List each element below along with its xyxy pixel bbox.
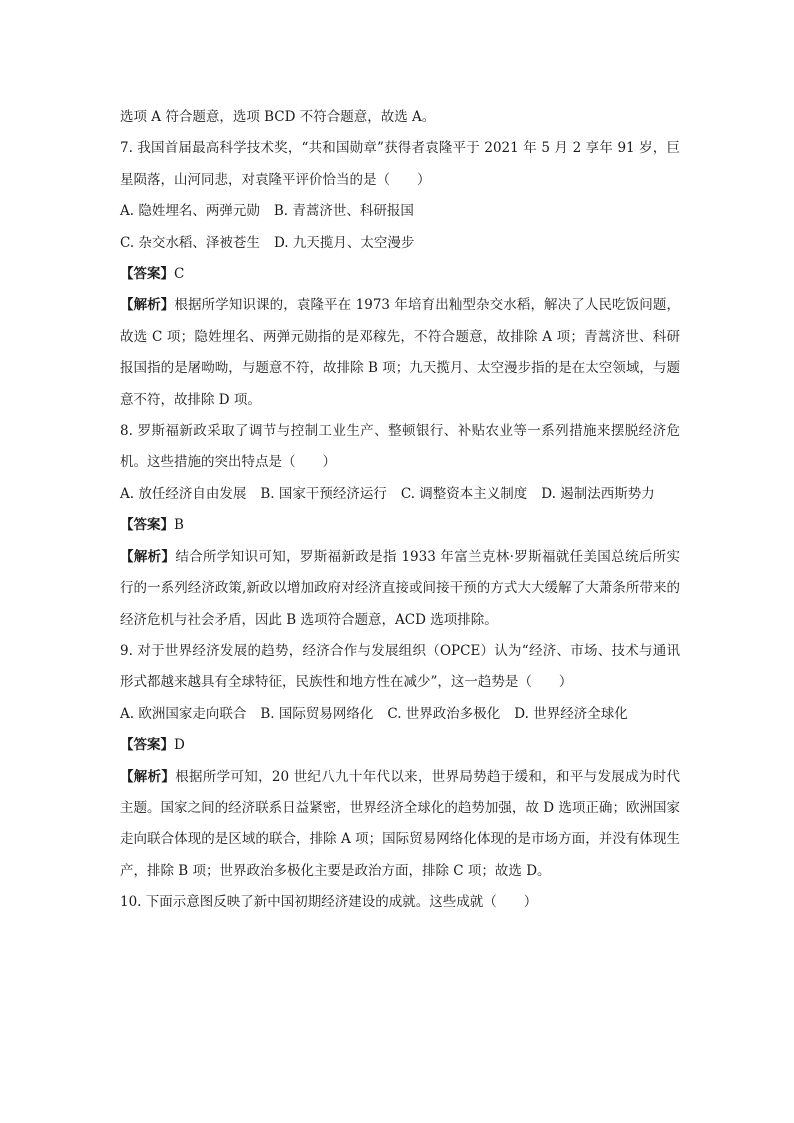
option-item: A. 欧洲国家走向联合 [120,705,247,722]
analysis-label: 【解析】 [120,548,176,565]
answer-label: 【答案】 [120,517,174,534]
option-item: B. 国家干预经济运行 [260,485,387,502]
analysis-label: 【解析】 [120,768,176,785]
answer-value: B [174,517,184,534]
option-item: D. 遏制法西斯势力 [541,485,655,502]
analysis-paragraph [120,542,680,636]
option-item: C. 调整资本主义制度 [400,485,528,502]
option-item: B. 青蒿济世、科研报国 [273,203,414,220]
body-text: 选项 A 符合题意，选项 BCD 不符合题意，故选 A。 [120,109,436,125]
option-row [120,228,680,259]
answer-label: 【答案】 [120,737,174,754]
answer-line [120,259,680,290]
option-row [120,699,680,730]
answer-line [120,730,680,761]
option-row [120,196,680,227]
analysis-paragraph [120,290,680,416]
answer-label: 【答案】 [120,266,174,283]
option-row [120,479,680,510]
analysis-paragraph [120,762,680,888]
analysis-value: 根据所学知识课的，袁隆平在 1973 年培育出籼型杂交水稻，解决了人民吃饭问题，故选 C 项；隐姓埋名、两弹元勋指的是邓稼先，不符合题意，故排除 A 项；青蒿济世、科研报国指的是屠呦呦，与题意不符，故排除 B 项；九天揽月、太空漫步指的是在太空领域，与题意不符，故排除 D 项。 [120,297,680,408]
question-stem: 7. 我国首届最高科学技术奖，“共和国勋章”获得者袁隆平于 2021 年 5 月 2 享年 91 岁，巨星陨落，山河同悲，对袁隆平评价恰当的是（ ） [120,140,680,188]
option-item: A. 放任经济自由发展 [120,485,247,502]
analysis-value: 根据所学可知，20 世纪八九十年代以来，世界局势趋于缓和，和平与发展成为时代主题。国家之间的经济联系日益紧密，世界经济全球化的趋势加强，故 D 选项正确；欧洲国家走向联合体现的是区域的联合，排除 A 项；国际贸易网络化体现的是市场方面，并没有体现生产，排除 B 项；世界政治多极化主要是政治方面，排除 C 项；故选 D。 [120,768,681,879]
option-item: A. 隐姓埋名、两弹元勋 [120,203,260,220]
answer-value: D [174,737,185,754]
answer-line [120,510,680,541]
question-stem: 9. 对于世界经济发展的趋势，经济合作与发展组织（OPCE）认为“经济、市场、技术与通讯形式都越来越具有全球特征，民族性和地方性在减少”，这一趋势是（ ） [120,642,680,691]
analysis-label: 【解析】 [120,297,175,314]
option-item: B. 国际贸易网络化 [260,705,374,722]
question-stem: 10. 下面示意图反映了新中国初期经济建设的成就。这些成就（ ） [120,894,538,911]
document-content [120,102,680,919]
answer-value: C [174,266,185,283]
analysis-value: 结合所学知识可知，罗斯福新政是指 1933 年富兰克林·罗斯福就任美国总统后所实行的一系列经济政策,新政以增加政府对经济直接或间接干预的方式大大缓解了大萧条所带来的经济危机与社会矛盾，因此 B 选项符合题意，ACD 选项排除。 [120,548,681,628]
option-item: C. 世界政治多极化 [387,705,501,722]
option-item: C. 杂交水稻、泽被苍生 [120,234,260,251]
question-stem: 8. 罗斯福新政采取了调节与控制工业生产、整顿银行、补贴农业等一系列措施来摆脱经济危机。这些措施的突出特点是（ ） [120,423,680,471]
option-item: D. 世界经济全球化 [514,705,628,722]
option-item: D. 九天揽月、太空漫步 [273,234,415,251]
